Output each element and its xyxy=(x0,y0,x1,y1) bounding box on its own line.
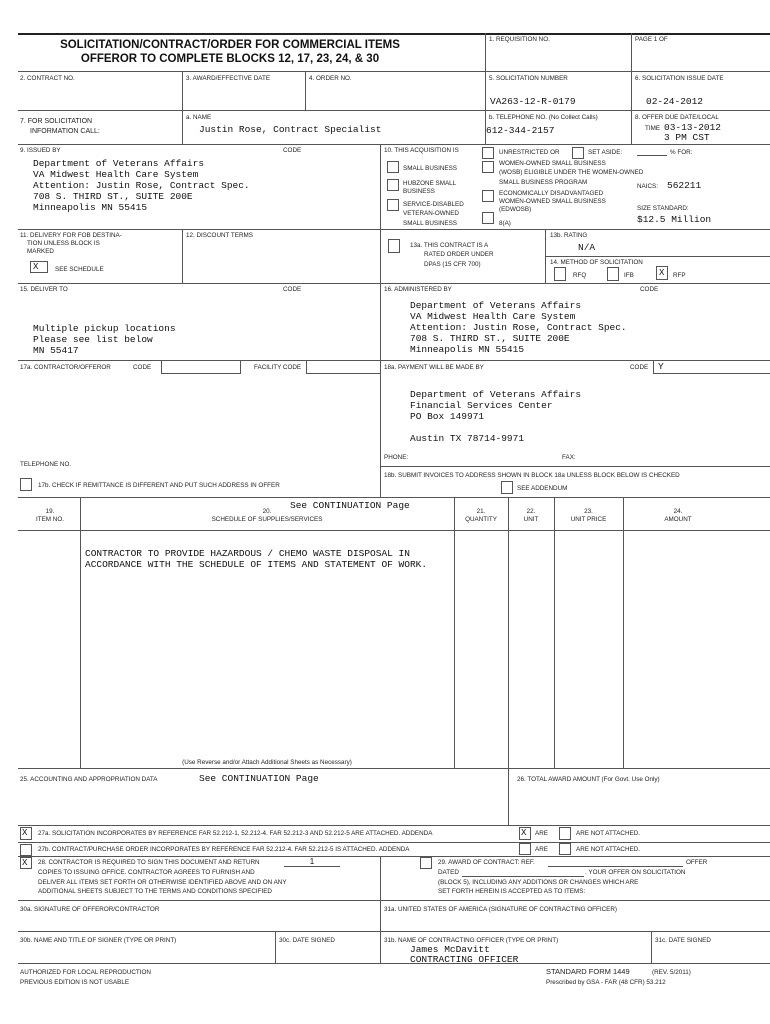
form-title-line1: SOLICITATION/CONTRACT/ORDER FOR COMMERCIAL ITEMS xyxy=(60,39,400,51)
set-aside-label: SET ASIDE: xyxy=(588,149,623,156)
clause-29-checkbox[interactable] xyxy=(420,857,432,869)
signature-officer-label: 31a. UNITED STATES OF AMERICA (SIGNATURE OF CONTRACTING OFFICER) xyxy=(384,906,618,913)
footer-previous-edition: PREVIOUS EDITION IS NOT USABLE xyxy=(20,979,130,986)
unrestricted-label: UNRESTRICTED OR xyxy=(499,149,560,156)
contractor-phone-label: TELEPHONE NO. xyxy=(20,461,72,468)
phone-label: PHONE: xyxy=(384,454,409,461)
ifb-checkbox[interactable] xyxy=(607,267,619,281)
issued-by-label: 9. ISSUED BY xyxy=(20,147,61,154)
address-line: Attention: Justin Rose, Contract Spec. xyxy=(410,322,627,333)
address-line: Austin TX 78714-9971 xyxy=(410,433,525,444)
are-not-attached-checkbox-a[interactable] xyxy=(559,827,571,840)
remittance-label: 17b. CHECK IF REMITTANCE IS DIFFERENT AND PUT SUCH ADDRESS IN OFFER xyxy=(38,482,280,489)
eight-a-checkbox[interactable] xyxy=(482,212,494,224)
see-schedule-mark: X xyxy=(33,262,39,272)
copies-field[interactable] xyxy=(284,858,340,867)
form-title xyxy=(20,38,440,66)
address-line: 708 S. THIRD ST., SUITE 200E xyxy=(410,333,570,344)
deliver-to-code-label: CODE xyxy=(283,286,302,293)
clause-28-text-3: DELIVER ALL ITEMS SET FORTH OR OTHERWISE IDENTIFIED ABOVE AND ON ANY xyxy=(38,879,287,886)
are-attached-checkbox[interactable] xyxy=(519,827,531,840)
payment-label: 18a. PAYMENT WILL BE MADE BY xyxy=(384,364,484,371)
see-schedule-checkbox[interactable] xyxy=(30,261,48,273)
quantity-num: 21. xyxy=(476,508,486,515)
dpas-checkbox[interactable] xyxy=(388,239,400,253)
wosb-label-2: (WOSB) ELIGIBLE UNDER THE WOMEN-OWNED xyxy=(499,169,644,176)
info-call-label-2: INFORMATION CALL: xyxy=(30,128,100,135)
contact-telephone: 612-344-2157 xyxy=(486,125,555,136)
address-line: Please see list below xyxy=(33,334,153,345)
accounting-value: See CONTINUATION Page xyxy=(199,773,319,784)
officer-title: CONTRACTING OFFICER xyxy=(410,954,519,965)
unit-price-num: 23. xyxy=(584,508,593,515)
ifb-label: IFB xyxy=(624,272,634,279)
signer-name-label: 30b. NAME AND TITLE OF SIGNER (TYPE OR PRINT) xyxy=(20,937,177,944)
sdvosb-checkbox[interactable] xyxy=(387,199,399,211)
sdvosb-label-3: SMALL BUSINESS xyxy=(403,220,458,227)
clause-29-dated: DATED xyxy=(438,869,459,876)
schedule-description-2: ACCORDANCE WITH THE SCHEDULE OF ITEMS AND STATEMENT OF WORK. xyxy=(85,559,428,570)
administered-by-address xyxy=(410,300,627,355)
sdvosb-label-2: VETERAN-OWNED xyxy=(403,210,459,217)
date-signed-30c-label: 30c. DATE SIGNED xyxy=(279,937,335,944)
size-standard-label: SIZE STANDARD: xyxy=(637,205,689,212)
address-line: MN 55417 xyxy=(33,345,79,356)
fax-label: FAX: xyxy=(562,454,576,461)
invoice-label: 18b. SUBMIT INVOICES TO ADDRESS SHOWN IN BLOCK 18a UNLESS BLOCK BELOW IS CHECKED xyxy=(384,472,680,479)
wosb-label-1: WOMEN-OWNED SMALL BUSINESS xyxy=(499,160,606,167)
deliver-to-label: 15. DELIVER TO xyxy=(20,286,68,293)
issued-by-code-label: CODE xyxy=(283,147,302,154)
delivery-label-3: MARKED xyxy=(27,248,54,255)
are-label-b: ARE xyxy=(535,846,548,853)
payment-code: Y xyxy=(658,361,664,372)
dpas-label-2: RATED ORDER UNDER xyxy=(424,251,494,258)
edwosb-label-3: (EDWOSB) xyxy=(499,206,532,213)
delivery-label-1: 11. DELIVERY FOR FOB DESTINA- xyxy=(20,232,122,239)
clause-29-text-1: 29. AWARD OF CONTRACT: REF. xyxy=(438,859,535,866)
edwosb-checkbox[interactable] xyxy=(482,190,494,202)
name-label: a. NAME xyxy=(186,114,212,121)
address-line: VA Midwest Health Care System xyxy=(33,169,199,180)
clause-27b-text: 27b. CONTRACT/PURCHASE ORDER INCORPORATES BY REFERENCE FAR 52.212-4. FAR 52.212-5 IS ATTACHED. ADDENDA xyxy=(38,846,410,853)
address-line: Department of Veterans Affairs xyxy=(410,389,582,400)
payment-address xyxy=(410,389,581,444)
see-schedule-label: SEE SCHEDULE xyxy=(55,266,104,273)
are-attached-mark: X xyxy=(521,828,527,838)
dpas-label-3: DPAS (15 CFR 700) xyxy=(424,261,481,268)
issued-by-address xyxy=(33,158,250,213)
contractor-label: 17a. CONTRACTOR/OFFEROR xyxy=(20,364,111,371)
are-attached-checkbox-b[interactable] xyxy=(519,843,531,855)
address-line: Minneapolis MN 55415 xyxy=(410,344,525,355)
clause-28-checkbox[interactable] xyxy=(20,857,32,869)
wosb-checkbox[interactable] xyxy=(482,161,494,173)
discount-terms-label: 12. DISCOUNT TERMS xyxy=(186,232,253,239)
officer-name: James McDavitt xyxy=(410,944,490,955)
clause-27a-text: 27a. SOLICITATION INCORPORATES BY REFERENCE FAR 52.212-1, 52.212-4. FAR 52.212-3 AND 52.212-5 ARE ATTACHED. ADDENDA xyxy=(38,830,433,837)
rfq-checkbox[interactable] xyxy=(554,267,566,281)
sdvosb-label-1: SERVICE-DISABLED xyxy=(403,201,464,208)
footer-reproduction: AUTHORIZED FOR LOCAL REPRODUCTION xyxy=(20,969,151,976)
contractor-code-field[interactable] xyxy=(161,360,241,374)
address-line: 708 S. THIRD ST., SUITE 200E xyxy=(33,191,193,202)
addendum-label: SEE ADDENDUM xyxy=(517,485,568,492)
are-label-a: ARE xyxy=(535,830,548,837)
solicitation-no-label: 5. SOLICITATION NUMBER xyxy=(489,75,568,82)
contract-no-label: 2. CONTRACT NO. xyxy=(20,75,75,82)
signature-offeror-label: 30a. SIGNATURE OF OFFEROR/CONTRACTOR xyxy=(20,906,160,913)
payment-code-label: CODE xyxy=(630,364,649,371)
info-call-label-1: 7. FOR SOLICITATION xyxy=(20,118,93,125)
unit-num: 22. xyxy=(526,508,536,515)
hubzone-label-2: BUSINESS xyxy=(403,188,435,195)
facility-code-label: FACILITY CODE xyxy=(254,364,302,371)
hubzone-checkbox[interactable] xyxy=(387,179,399,191)
eight-a-label: 8(A) xyxy=(499,220,511,227)
naics-label: NAICS: xyxy=(637,183,658,190)
schedule-description-1: CONTRACTOR TO PROVIDE HAZARDOUS / CHEMO WASTE DISPOSAL IN xyxy=(85,548,410,559)
clause-28-text-4: ADDITIONAL SHEETS SUBJECT TO THE TERMS AND CONDITIONS SPECIFIED xyxy=(38,888,272,895)
clause-28-mark: X xyxy=(22,858,28,868)
ref-field[interactable] xyxy=(548,858,683,867)
requisition-no-label: 1. REQUISITION NO. xyxy=(489,36,550,43)
hubzone-label-1: HUBZONE SMALL xyxy=(403,180,457,187)
amount-num: 24. xyxy=(673,508,683,515)
small-business-label: SMALL BUSINESS xyxy=(403,165,458,172)
total-award-label: 26. TOTAL AWARD AMOUNT (For Govt. Use Only) xyxy=(517,776,660,783)
signature-offeror-field[interactable] xyxy=(20,914,378,930)
set-aside-checkbox[interactable] xyxy=(572,147,584,159)
clause-29-text-2b: . YOUR OFFER ON SOLICITATION xyxy=(585,869,686,876)
offer-due-label: 8. OFFER DUE DATE/LOCAL xyxy=(635,114,719,121)
signature-officer-field[interactable] xyxy=(384,914,768,930)
officer-name-label: 31b. NAME OF CONTRACTING OFFICER (TYPE OR PRINT) xyxy=(384,937,559,944)
rating-value: N/A xyxy=(578,242,596,253)
accounting-label: 25. ACCOUNTING AND APPROPRIATION DATA xyxy=(20,776,158,783)
footer-revision: (REV. 5/2011) xyxy=(652,969,691,976)
size-standard: $12.5 Million xyxy=(637,214,712,225)
schedule-label: SCHEDULE OF SUPPLIES/SERVICES xyxy=(211,516,323,523)
edwosb-label-2: WOMEN-OWNED SMALL BUSINESS xyxy=(499,198,606,205)
rfp-checkbox[interactable] xyxy=(656,266,668,280)
naics-code: 562211 xyxy=(667,180,702,191)
method-label: 14. METHOD OF SOLICITATION xyxy=(550,259,643,266)
time-label: TIME xyxy=(645,125,661,132)
schedule-note: (Use Reverse and/or Attach Additional Sheets as Necessary) xyxy=(182,759,352,766)
item-no-label: ITEM NO. xyxy=(36,516,64,523)
facility-code-field[interactable] xyxy=(306,360,381,374)
rfq-label: RFQ xyxy=(573,272,587,279)
wosb-label-3: SMALL BUSINESS PROGRAM xyxy=(499,179,588,186)
issue-date: 02-24-2012 xyxy=(646,96,704,107)
address-line: PO Box 149971 xyxy=(410,411,485,422)
address-line: Financial Services Center xyxy=(410,400,553,411)
date-signed-31c-label: 31c. DATE SIGNED xyxy=(655,937,711,944)
clause-29-offer: OFFER xyxy=(686,859,708,866)
rating-label: 13b. RATING xyxy=(550,232,588,239)
amount-label: AMOUNT xyxy=(664,516,692,523)
address-line: Department of Veterans Affairs xyxy=(410,300,582,311)
offer-due-date: 03-13-2012 xyxy=(664,122,722,133)
addendum-checkbox[interactable] xyxy=(501,481,513,494)
clause-27a-mark: X xyxy=(22,828,28,838)
set-aside-pct-line[interactable] xyxy=(637,155,667,156)
address-line: Department of Veterans Affairs xyxy=(33,158,205,169)
clause-29-text-4: SET FORTH HEREIN IS ACCEPTED AS TO ITEMS: xyxy=(438,888,586,895)
dpas-label-1: 13a. THIS CONTRACT IS A xyxy=(410,242,489,249)
solicitation-number: VA263-12-R-0179 xyxy=(490,96,576,107)
edwosb-label-1: ECONOMICALLY DISADVANTAGED xyxy=(499,190,604,197)
address-line xyxy=(410,422,581,433)
clause-29-text-3: (BLOCK 5), INCLUDING ANY ADDITIONS OR CHANGES WHICH ARE xyxy=(438,879,639,886)
item-no-num: 19. xyxy=(45,508,55,515)
order-no-label: 4. ORDER NO. xyxy=(309,75,352,82)
deliver-to-address xyxy=(33,323,176,356)
address-line: Minneapolis MN 55415 xyxy=(33,202,148,213)
payment-code-field[interactable] xyxy=(653,360,770,374)
footer-prescribed: Prescribed by GSA - FAR (48 CFR) 53.212 xyxy=(546,979,666,986)
contact-name: Justin Rose, Contract Specialist xyxy=(199,124,382,135)
small-business-checkbox[interactable] xyxy=(387,161,399,173)
address-line: Multiple pickup locations xyxy=(33,323,176,334)
dated-field[interactable] xyxy=(462,868,584,877)
offer-due-time: 3 PM CST xyxy=(664,132,710,143)
are-not-label-a: ARE NOT ATTACHED. xyxy=(576,830,641,837)
issue-date-label: 6. SOLICITATION ISSUE DATE xyxy=(635,75,724,82)
delivery-label-2: TION UNLESS BLOCK IS xyxy=(27,240,100,247)
footer-form-name: STANDARD FORM 1449 xyxy=(546,967,630,976)
are-not-label-b: ARE NOT ATTACHED. xyxy=(576,846,641,853)
unit-price-label: UNIT PRICE xyxy=(570,516,607,523)
clause-27b-checkbox[interactable] xyxy=(20,844,32,856)
address-line: VA Midwest Health Care System xyxy=(410,311,576,322)
clause-28-text-1: 28. CONTRACTOR IS REQUIRED TO SIGN THIS DOCUMENT AND RETURN xyxy=(38,859,260,866)
schedule-num: 20. xyxy=(262,508,272,515)
administered-by-label: 16. ADMINISTERED BY xyxy=(384,286,452,293)
unit-label: UNIT xyxy=(523,516,539,523)
page-label: PAGE 1 OF xyxy=(635,36,668,43)
rfp-label: RFP xyxy=(673,272,686,279)
copies-value: 1 xyxy=(309,857,315,866)
form-title-line2: OFFEROR TO COMPLETE BLOCKS 12, 17, 23, 24, & 30 xyxy=(80,53,380,65)
clause-28-text-2: COPIES TO ISSUING OFFICE. CONTRACTOR AGREES TO FURNISH AND xyxy=(38,869,255,876)
pct-for-label: % FOR: xyxy=(670,149,693,156)
administered-by-code-label: CODE xyxy=(640,286,659,293)
telephone-label: b. TELEPHONE NO. (No Collect Calls) xyxy=(489,114,598,121)
quantity-label: QUANTITY xyxy=(465,516,497,523)
acquisition-label: 10. THIS ACQUISITION IS xyxy=(384,147,459,154)
remittance-checkbox[interactable] xyxy=(20,478,32,491)
award-date-label: 3. AWARD/EFFECTIVE DATE xyxy=(186,75,271,82)
clause-27a-checkbox[interactable] xyxy=(20,827,32,840)
contractor-code-label: CODE xyxy=(133,364,152,371)
rfp-mark: X xyxy=(659,268,665,278)
are-not-attached-checkbox-b[interactable] xyxy=(559,843,571,855)
address-line: Attention: Justin Rose, Contract Spec. xyxy=(33,180,250,191)
unrestricted-checkbox[interactable] xyxy=(482,147,494,159)
schedule-continuation: See CONTINUATION Page xyxy=(290,500,410,511)
